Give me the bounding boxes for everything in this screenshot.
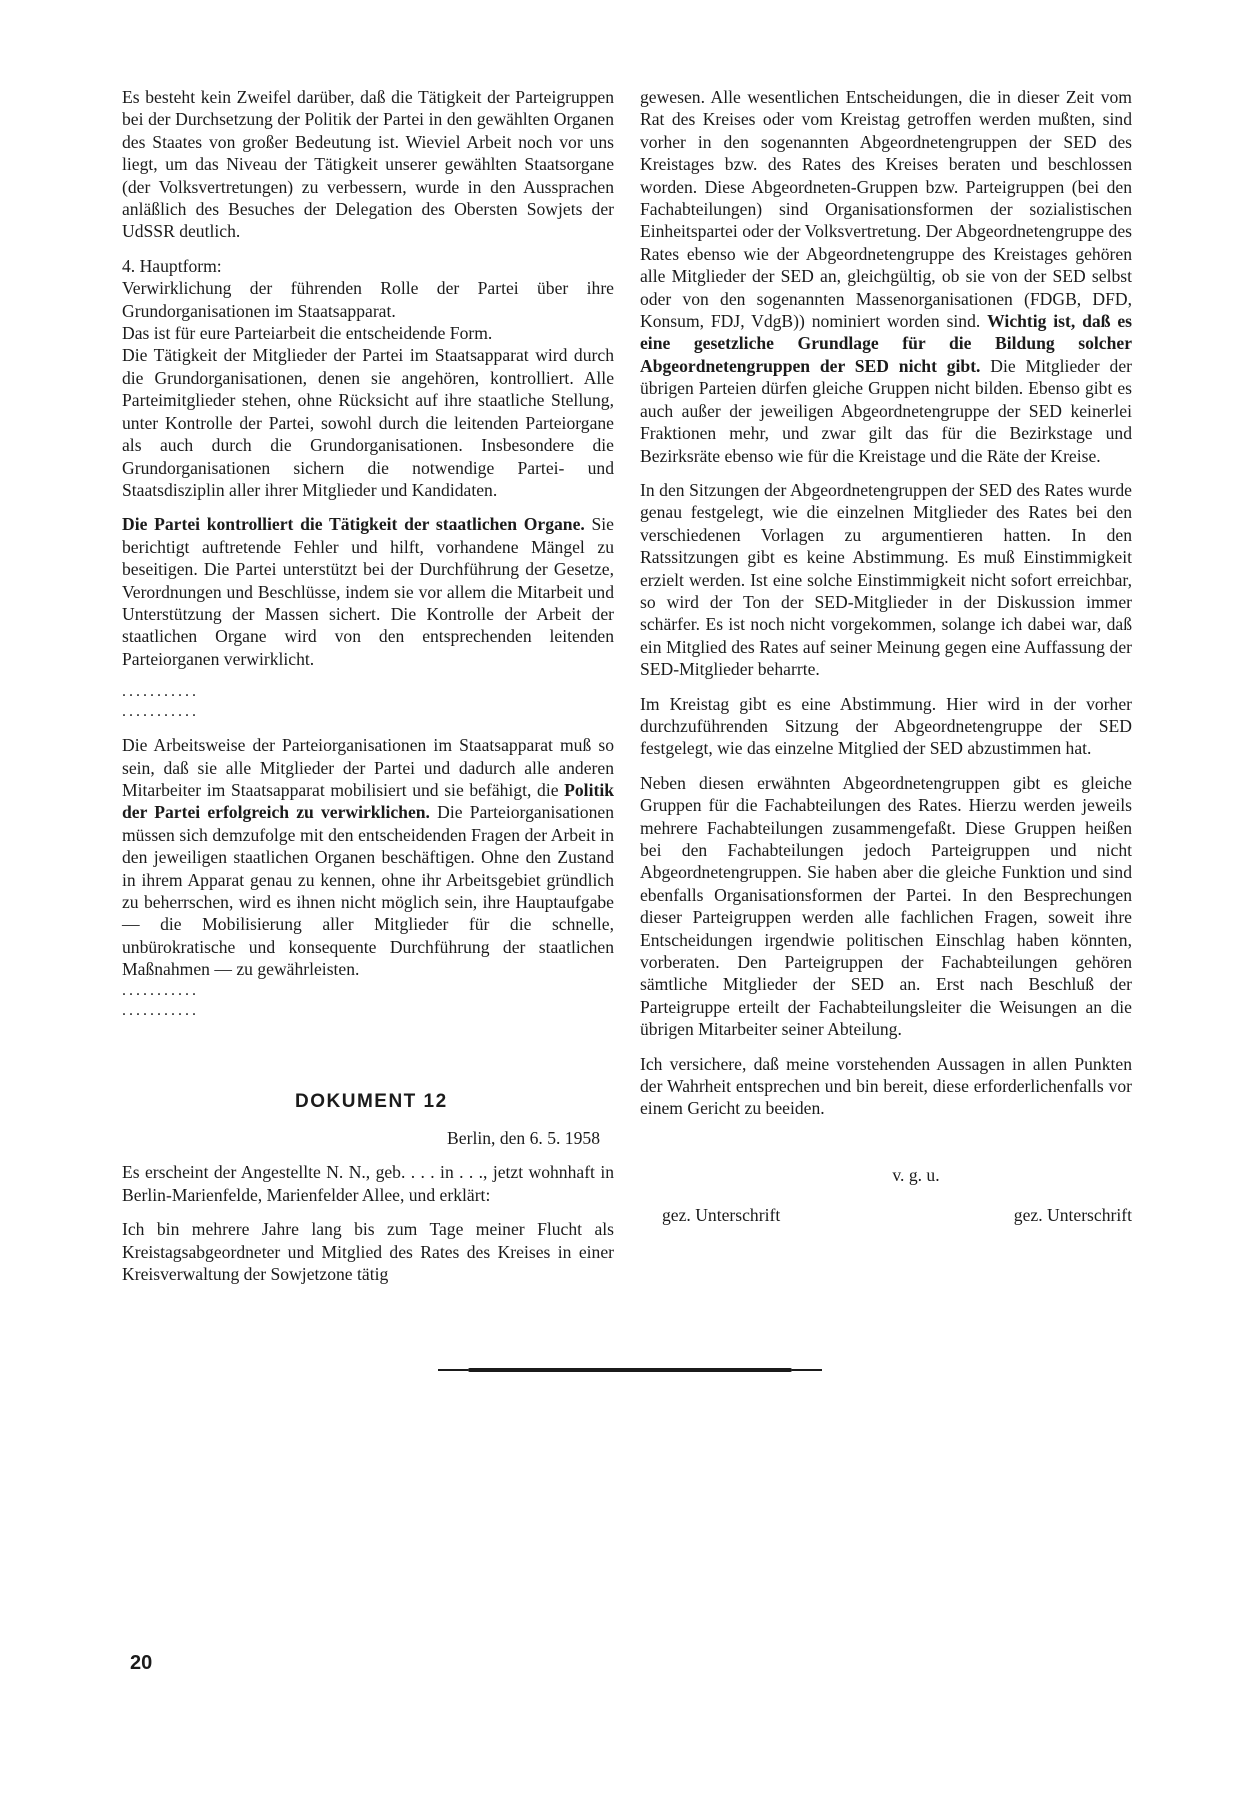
ellipsis-line: ........... xyxy=(122,981,199,999)
bold-text: Die Partei kontrolliert die Tätigkeit der staatlichen Organe. xyxy=(122,514,585,535)
ellipsis-line: ........... xyxy=(122,703,199,721)
signature-left: gez. Unterschrift xyxy=(662,1205,781,1226)
vgu-note: v. g. u. xyxy=(892,1164,940,1185)
signature-right: gez. Unterschrift xyxy=(1013,1205,1132,1226)
paragraph: Im Kreistag gibt es eine Abstimmung. Hier wird in der vorher durchzuführenden Sitzung der Abgeordnetengruppe der SED festgelegt, wie das einzelne Mitglied der SED abzustimmen hat. xyxy=(640,693,1132,759)
text: gewesen. Alle wesentlichen Entscheidungen, die in dieser Zeit vom Rat des Kreises oder vom Kreistag getroffen werden mußten, sind vorher in den sogenannten Abgeordnetengruppen der SED des Kreistages bzw. des Rates des Kreises beraten und beschlossen worden. Diese Abgeordneten-Gruppen bzw. Parteigruppen (bei den Fachabteilungen) sind Organisationsformen der sozialistischen Einheitspartei oder der Volksvertretung. Der Abgeordnetengruppe des Rates ebenso wie der Abgeordnetengruppe des Kreistages gehören alle Mitglieder der SED an, gleichgültig, ob sie von der SED selbst oder von den sogenannten Massenorganisationen (FDGB, DFD, Konsum, FDJ, VdgB)) nominiert worden sind. xyxy=(640,87,1132,332)
text: Die Mitglieder der übrigen Parteien dürfen gleiche Gruppen nicht bilden. Ebenso gibt es auch außer der jeweiligen Abgeordnetengruppe der SED keinerlei Fraktionen mehr, und zwar gilt das für die Bezirkstage und Bezirksräte ebenso wie für die Kreistage und die Räte der Kreise. xyxy=(640,355,1132,466)
ellipsis-line: ........... xyxy=(122,683,199,701)
text: Die Parteiorganisationen müssen sich demzufolge mit den entscheidenden Fragen der Arbeit in den jeweiligen staatlichen Organen beschäftigen. Ohne den Zustand in ihrem Apparat genau zu kennen, ohne ihr Arbeitsgebiet gründlich zu beherrschen, wird es ihnen nicht möglich sein, ihre Hauptaufgabe — die Mobilisierung aller Mitglieder für die schnelle, unbürokratische und konsequente Durchführung der staatlichen Maßnahmen — zu gewährleisten. xyxy=(122,802,615,980)
paragraph: Die Tätigkeit der Mitglieder der Partei im Staatsapparat wird durch die Grundorganisationen, denen sie angehören, kontrolliert. Alle Parteimitglieder stehen, ohne Rücksicht auf ihre staatliche Stellung, unter Kontrolle der Partei, sowohl durch die leitenden Parteiorgane als auch durch die Grundorganisationen. Insbesondere die Grundorganisationen sichern die notwendige Partei- und Staatsdisziplin aller ihrer Mitglieder und Kandidaten. xyxy=(122,345,614,500)
text: Die Arbeitsweise der Parteiorganisationen im Staatsapparat muß so sein, daß sie alle Mitglieder der Partei und dadurch alle anderen Mitarbeiter im Staatsapparat mobilisiert und sie befähigt, die xyxy=(122,735,614,800)
paragraph: Ich versichere, daß meine vorstehenden Aussagen in allen Punkten der Wahrheit entsprechen und bin bereit, diese erforderlichenfalls vor einem Gericht zu beeiden. xyxy=(640,1053,1132,1119)
paragraph: Verwirklichung der führenden Rolle der Partei über ihre Grundorganisationen im Staatsapparat. xyxy=(122,278,614,321)
paragraph: Neben diesen erwähnten Abgeordnetengruppen gibt es gleiche Gruppen für die Fachabteilungen des Rates. Hierzu werden jeweils mehrere Fachabteilungen zusammengefaßt. Diese Gruppen heißen bei den Fachabteilungen jedoch Parteigruppen und nicht Abgeordnetengruppen. Sie haben aber die gleiche Funktion und sind ebenfalls Organisationsformen der Partei. In den Besprechungen dieser Parteigruppen werden alle fachlichen Fragen, soweit ihre Entscheidungen irgendwie politischen Einschlag haben könnten, vorberaten. Den Parteigruppen der Fachabteilungen gehören sämtliche Mitglieder der SED an. Erst nach Beschluß der Parteigruppe erteilt der Fachabteilungsleiter die Weisungen an die übrigen Mitarbeiter seiner Abteilung. xyxy=(640,772,1132,1040)
signatures xyxy=(640,1204,1132,1226)
paragraph: In den Sitzungen der Abgeordnetengruppen der SED des Rates wurde genau festgelegt, wie die einzelnen Mitglieder des Rates bei den verschiedenen Vorlagen zu argumentieren hatten. In den Ratssitzungen gibt es keine Abstimmung. Es muß Einstimmigkeit erzielt werden. Ist eine solche Einstimmigkeit nicht sofort erreichbar, so wird der Ton der SED-Mitglieder in der Diskussion immer schärfer. Es ist noch nicht vorgekommen, solange ich dabei war, daß ein Mitglied des Rates auf seiner Meinung gegen eine Auffassung der SED-Mitglieder beharrte. xyxy=(640,479,1132,680)
paragraph: Das ist für eure Parteiarbeit die entscheidende Form. xyxy=(122,323,493,344)
paragraph: Es erscheint der Angestellte N. N., geb. . . . in . . ., jetzt wohnhaft in Berlin-Marienfelde, Marienfelder Allee, und erklärt: xyxy=(122,1162,614,1205)
bold-text: Politik der Partei erfolgreich zu verwirklichen. xyxy=(122,779,614,823)
dateline: Berlin, den 6. 5. 1958 xyxy=(447,1128,600,1149)
ellipsis-line: ........... xyxy=(122,1001,199,1019)
paragraph xyxy=(122,513,614,670)
right-column xyxy=(640,86,1132,1227)
paragraph: Ich bin mehrere Jahre lang bis zum Tage meiner Flucht als Kreistagsabgeordneter und Mitglied des Rates des Kreises in einer Kreisverwaltung der Sowjetzone tätig xyxy=(122,1219,614,1285)
section-heading: 4. Hauptform: xyxy=(122,255,222,276)
ellipsis-block xyxy=(122,682,614,722)
horizontal-rule xyxy=(468,1368,792,1372)
document-heading: DOKUMENT 12 xyxy=(295,1090,448,1112)
page-number: 20 xyxy=(130,1652,153,1674)
left-column xyxy=(122,86,614,1285)
bold-text: Wichtig ist, daß es eine gesetzliche Grundlage für die Bildung solcher Abgeordnetengruppen der SED nicht gibt. xyxy=(640,311,1132,376)
text: Sie berichtigt auftretende Fehler und hilft, vorhandene Mängel zu beseitigen. Die Partei unterstützt bei der Durchführung der Gesetze, Verordnungen und Beschlüsse, indem sie vor allem die Mitarbeit und Unterstützung der Massen sichert. Die Kontrolle der Arbeit der staatlichen Organe wird von den entsprechenden leitenden Parteiorganen verwirklicht. xyxy=(122,514,614,669)
ellipsis-block xyxy=(122,981,614,1021)
paragraph xyxy=(122,734,614,980)
paragraph: Es besteht kein Zweifel darüber, daß die Tätigkeit der Parteigruppen bei der Durchsetzung der Politik der Partei in den gewählten Organen des Staates von großer Bedeutung ist. Wieviel Arbeit noch vor uns liegt, um das Niveau der Tätigkeit unserer gewählten Staatsorgane (der Volksvertretungen) zu verbessern, wurde in den Aussprachen anläßlich des Besuches der Delegation des Obersten Sowjets der UdSSR deutlich. xyxy=(122,87,614,242)
paragraph xyxy=(640,86,1132,467)
